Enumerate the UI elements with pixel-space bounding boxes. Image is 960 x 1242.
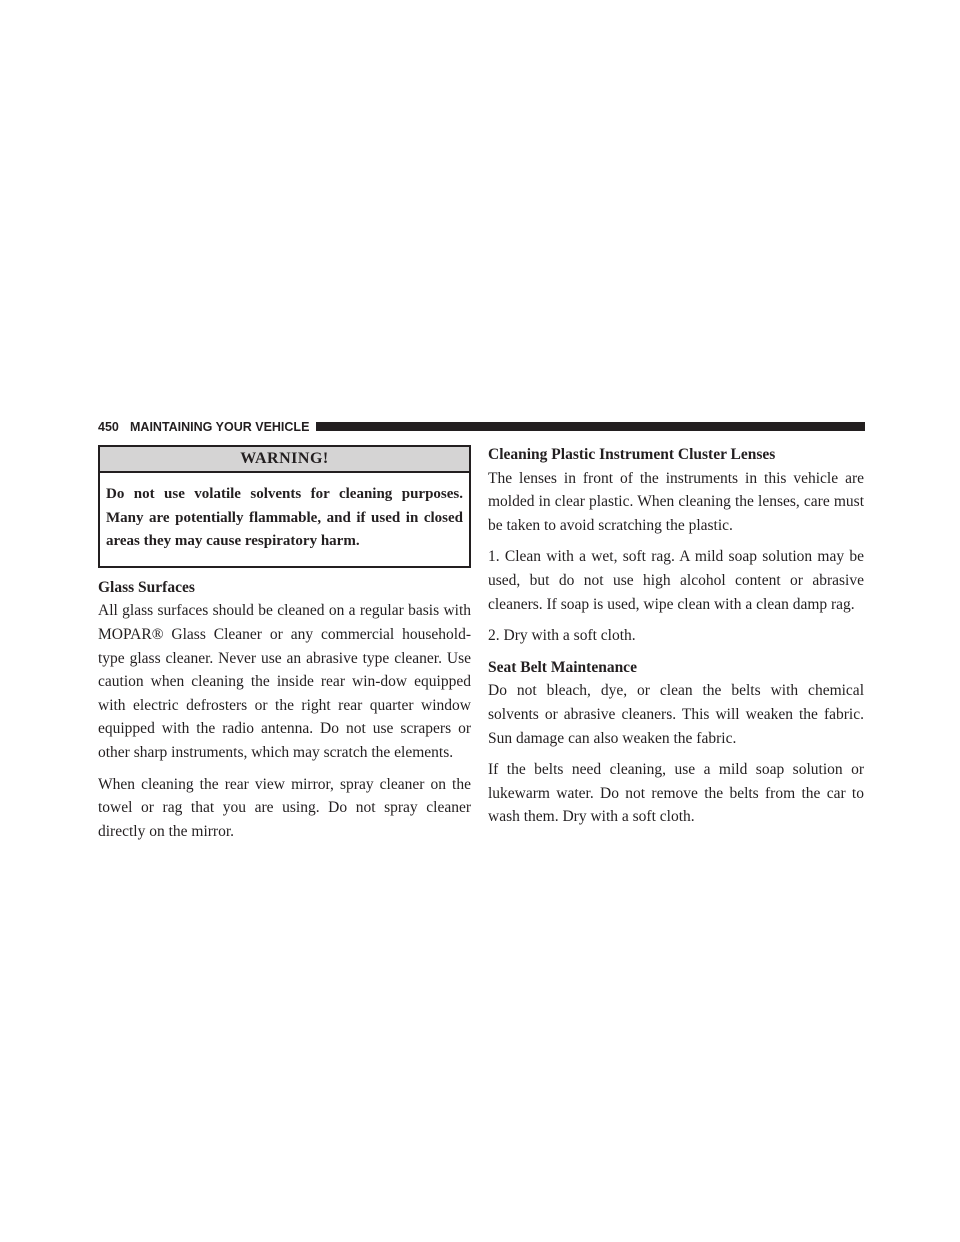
page-header	[98, 419, 865, 435]
page-number: 450	[98, 420, 119, 434]
plastic-lenses-heading: Cleaning Plastic Instrument Cluster Lenses	[488, 446, 776, 463]
warning-title: WARNING!	[100, 447, 469, 473]
plastic-lenses-step-2: 2. Dry with a soft cloth.	[488, 627, 636, 645]
plastic-lenses-step-1: 1. Clean with a wet, soft rag. A mild soap solution may be used, but do not use high alcohol content or abrasive cleaners. If soap is used, wipe clean with a clean damp rag.	[488, 548, 864, 613]
warning-box	[98, 445, 471, 568]
glass-surfaces-paragraph-2: When cleaning the rear view mirror, spray cleaner on the towel or rag that you are using. Do not spray cleaner directly on the mirror.	[98, 775, 471, 840]
glass-surfaces-paragraph-1: All glass surfaces should be cleaned on a regular basis with MOPAR® Glass Cleaner or any commercial household-type glass cleaner. Never use an abrasive type cleaner. Use caution when cleaning the inside rear win-dow equipped with electric defrosters or the right rear quarter window equipped with the radio antenna. Do not use scrapers or other sharp instruments, which may scratch the elements.	[98, 602, 471, 761]
plastic-lenses-paragraph: The lenses in front of the instruments in this vehicle are molded in clear plastic. When cleaning the lenses, care must be taken to avoid scratching the plastic.	[488, 469, 864, 534]
warning-text: Do not use volatile solvents for cleaning purposes. Many are potentially flammable, and if used in closed areas they may cause respiratory harm.	[106, 486, 463, 550]
seat-belt-heading: Seat Belt Maintenance	[488, 658, 637, 676]
header-rule	[316, 422, 865, 431]
glass-surfaces-heading: Glass Surfaces	[98, 578, 195, 596]
right-column	[488, 445, 864, 837]
left-column	[98, 445, 471, 851]
seat-belt-paragraph-1: Do not bleach, dye, or clean the belts with chemical solvents or abrasive cleaners. This will weaken the fabric. Sun damage can also weaken the fabric.	[488, 682, 864, 747]
seat-belt-paragraph-2: If the belts need cleaning, use a mild soap solution or lukewarm water. Do not remove the belts from the car to wash them. Dry with a soft cloth.	[488, 761, 864, 826]
section-title: MAINTAINING YOUR VEHICLE	[130, 420, 310, 434]
